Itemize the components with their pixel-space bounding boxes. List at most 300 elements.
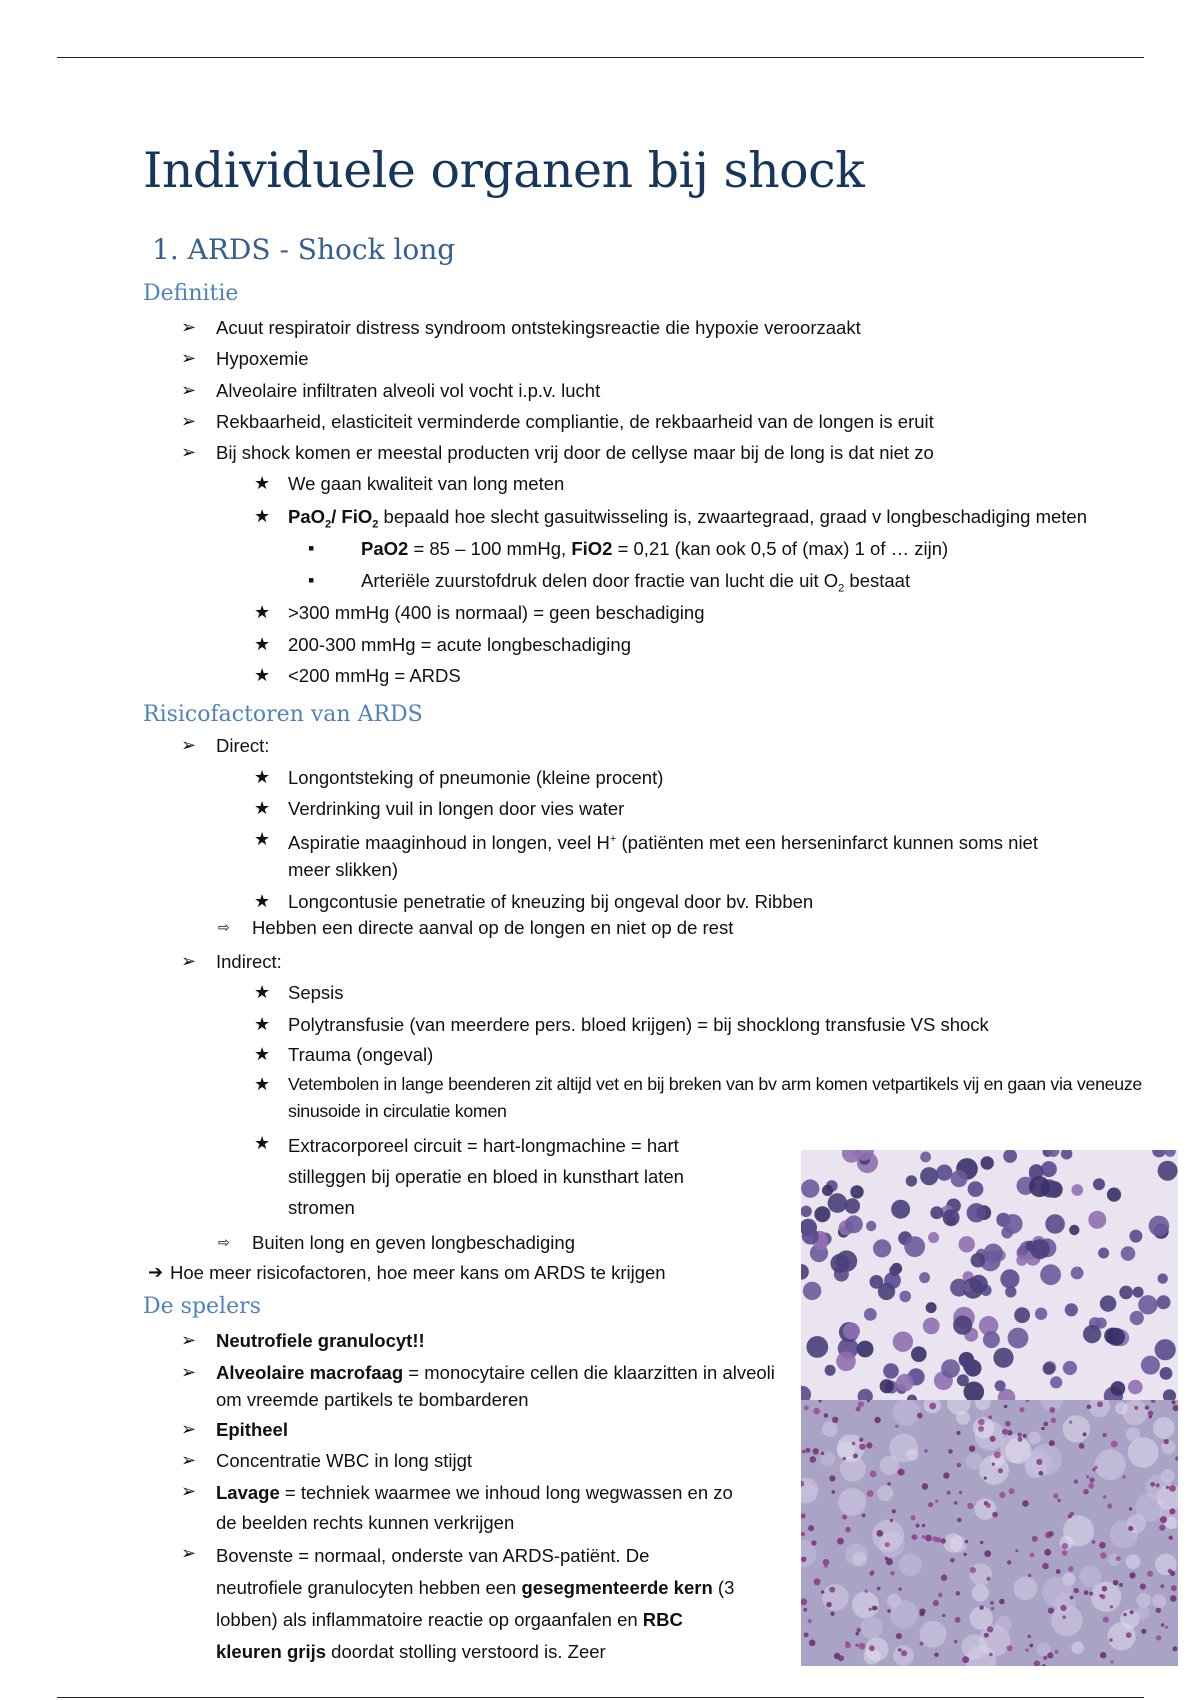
cell-mark xyxy=(806,1336,828,1358)
cell-mark xyxy=(957,1463,962,1468)
list-item: Hypoxemie xyxy=(216,348,309,369)
hollow-arrow-icon: ⇨ xyxy=(218,1234,230,1250)
cell-mark xyxy=(825,1365,836,1376)
cell-mark xyxy=(1110,1381,1125,1396)
cell-mark xyxy=(934,1653,938,1657)
cell-mark xyxy=(944,1533,963,1552)
list-item: Rekbaarheid, elasticiteit verminderde compliantie, de rekbaarheid van de longen is eruit xyxy=(216,411,934,432)
cell-mark xyxy=(968,1181,984,1197)
cell-mark xyxy=(1150,1482,1155,1487)
cell-mark xyxy=(1095,1449,1126,1480)
cell-mark xyxy=(1113,1580,1119,1586)
cell-mark xyxy=(1060,1605,1066,1611)
cell-mark xyxy=(1049,1440,1055,1446)
cell-mark xyxy=(887,1609,891,1613)
arrowhead-bullet-icon: ➢ xyxy=(181,1450,197,1470)
cell-mark xyxy=(995,1616,1012,1633)
cell-mark xyxy=(1110,1605,1113,1608)
cell-mark xyxy=(1129,1572,1135,1578)
square-bullet-icon: ▪ xyxy=(308,570,315,590)
cell-mark xyxy=(1035,1308,1047,1320)
arterial-subscript: 2 xyxy=(838,582,845,595)
cell-mark xyxy=(805,1448,810,1453)
cell-mark xyxy=(971,1253,986,1268)
cell-mark xyxy=(836,1352,856,1372)
cell-mark xyxy=(1108,1622,1136,1650)
pao2-item xyxy=(361,535,948,562)
cell-mark xyxy=(811,1540,816,1545)
arterial-tail: bestaat xyxy=(844,570,911,591)
cell-mark xyxy=(1003,1214,1023,1234)
bov-text-1: Bovenste = normaal, onderste van ARDS-patiënt. De neutrofiele granulocyten hebben een xyxy=(216,1545,650,1598)
cell-mark xyxy=(979,1606,983,1610)
pao-label: PaO xyxy=(288,506,326,527)
cell-mark xyxy=(1036,1459,1042,1465)
cell-mark xyxy=(1040,1264,1061,1285)
fio2-text: = 0,21 (kan ook 0,5 of (max) 1 of … zijn) xyxy=(612,538,949,559)
cell-mark xyxy=(889,1265,900,1276)
cell-mark xyxy=(1023,1434,1027,1438)
cell-mark xyxy=(899,1553,922,1576)
cell-mark xyxy=(880,1379,894,1393)
cell-mark xyxy=(813,1448,819,1454)
cell-mark xyxy=(989,1653,993,1657)
cell-mark xyxy=(1070,1596,1074,1600)
cell-mark xyxy=(843,1457,846,1460)
cell-mark xyxy=(1042,1563,1048,1569)
cell-mark xyxy=(984,1550,991,1557)
cell-mark xyxy=(956,1591,961,1596)
cell-mark xyxy=(1017,1433,1022,1438)
cell-mark xyxy=(970,1563,992,1585)
cell-mark xyxy=(1074,1588,1079,1593)
cell-mark xyxy=(1153,1417,1175,1439)
cell-mark xyxy=(1043,1362,1056,1375)
cell-mark xyxy=(1100,1552,1106,1558)
cell-mark xyxy=(986,1503,991,1508)
cell-mark xyxy=(980,1541,983,1544)
cell-mark xyxy=(826,1602,832,1608)
list-item: Trauma (ongeval) xyxy=(288,1044,434,1065)
cell-mark xyxy=(859,1444,865,1450)
cell-mark xyxy=(1005,1438,1031,1464)
cell-mark xyxy=(1071,1267,1084,1280)
cell-mark xyxy=(856,1407,861,1412)
cell-mark xyxy=(926,1302,937,1313)
cell-mark xyxy=(899,1291,911,1303)
cell-mark xyxy=(852,1442,855,1445)
arterial-text: Arteriële zuurstofdruk delen door fractie van lucht die uit O xyxy=(361,570,839,591)
cell-mark xyxy=(947,1491,951,1495)
list-item: Acuut respiratoir distress syndroom ontstekingsreactie die hypoxie veroorzaakt xyxy=(216,317,861,338)
normal-lavage-micrograph xyxy=(801,1150,1178,1400)
cell-mark xyxy=(901,1650,907,1656)
cell-mark xyxy=(1043,1422,1048,1427)
cell-mark xyxy=(1156,1635,1161,1640)
arrowhead-bullet-icon: ➢ xyxy=(181,1481,197,1501)
cell-mark xyxy=(856,1628,861,1633)
arrowhead-bullet-icon: ➢ xyxy=(181,735,197,755)
bovenste-item xyxy=(216,1540,736,1668)
cell-mark xyxy=(1101,1594,1106,1599)
list-item: Neutrofiele granulocyt!! xyxy=(216,1330,425,1351)
cell-mark xyxy=(1032,1536,1038,1542)
star-bullet-icon: ★ xyxy=(254,473,271,493)
cell-mark xyxy=(1015,1549,1018,1552)
indirect-label: Indirect: xyxy=(216,951,282,972)
cell-mark xyxy=(964,1553,967,1556)
cell-mark xyxy=(948,1449,953,1454)
cell-mark xyxy=(830,1612,834,1616)
macro-text: = monocytaire cellen die klaarzitten in alveoli om vreemde partikels te bombarderen xyxy=(216,1362,775,1410)
cell-mark xyxy=(1030,1444,1062,1476)
cell-mark xyxy=(899,1588,902,1591)
cell-mark xyxy=(1007,1645,1013,1651)
cell-mark xyxy=(1111,1441,1118,1448)
cell-mark xyxy=(941,1538,946,1543)
cell-mark xyxy=(890,1571,895,1576)
cell-mark xyxy=(864,1308,877,1321)
cell-mark xyxy=(1045,1214,1065,1234)
cell-mark xyxy=(1019,1407,1024,1412)
list-item: Longcontusie penetratie of kneuzing bij ongeval door bv. Ribben xyxy=(288,891,814,912)
cell-mark xyxy=(850,1185,863,1198)
cell-mark xyxy=(1122,1400,1147,1425)
cell-mark xyxy=(1164,1439,1169,1444)
cell-mark xyxy=(1161,1623,1165,1627)
cell-mark xyxy=(1062,1616,1065,1619)
cell-mark xyxy=(1172,1400,1176,1404)
cell-mark xyxy=(1129,1230,1142,1243)
cell-mark xyxy=(809,1640,816,1647)
cell-mark xyxy=(1014,1576,1038,1600)
cell-mark xyxy=(1000,1269,1019,1288)
cell-mark xyxy=(969,1445,975,1451)
pao-subscript: 2 xyxy=(325,518,332,531)
cell-mark xyxy=(1065,1303,1078,1316)
cell-mark xyxy=(1063,1515,1094,1546)
cell-mark xyxy=(892,1509,896,1513)
cell-mark xyxy=(956,1431,960,1435)
cell-mark xyxy=(1157,1295,1171,1309)
star-bullet-icon: ★ xyxy=(254,891,271,911)
section-heading: 1. ARDS - Shock long xyxy=(152,233,456,266)
cell-mark xyxy=(920,1621,947,1648)
cell-mark xyxy=(933,1600,939,1606)
list-item: Polytransfusie (van meerdere pers. bloed krijgen) = bij shocklong transfusie VS shock xyxy=(288,1014,989,1035)
cell-mark xyxy=(813,1408,820,1415)
cell-mark xyxy=(1027,1635,1031,1639)
cell-mark xyxy=(867,1490,874,1497)
cell-mark xyxy=(1008,1328,1029,1349)
cell-mark xyxy=(1109,1638,1113,1642)
list-item: Alveolaire infiltraten alveoli vol vocht i.p.v. lucht xyxy=(216,380,601,401)
cell-mark xyxy=(959,1236,975,1252)
bov-text-2: (3 lobben) als inflammatoire reactie op orgaanfalen en xyxy=(216,1577,735,1630)
cell-mark xyxy=(843,1323,860,1340)
arrowhead-bullet-icon: ➢ xyxy=(181,442,197,462)
square-bullet-icon: ▪ xyxy=(308,538,315,558)
fio-label: / FiO xyxy=(331,506,373,527)
arrowhead-bullet-icon: ➢ xyxy=(181,411,197,431)
cell-mark xyxy=(1083,1489,1089,1495)
cell-mark xyxy=(1130,1311,1144,1325)
star-bullet-icon: ★ xyxy=(254,798,271,818)
cell-mark xyxy=(925,1535,932,1542)
bov-text-3: doordat stolling verstoord is. Zeer xyxy=(326,1641,606,1662)
cell-mark xyxy=(1043,1656,1047,1660)
cell-mark xyxy=(804,1406,809,1411)
cell-mark xyxy=(1102,1433,1106,1437)
star-bullet-icon: ★ xyxy=(254,1014,271,1034)
cell-mark xyxy=(890,1519,893,1522)
cell-mark xyxy=(922,1483,929,1490)
cell-mark xyxy=(954,1640,958,1644)
cell-mark xyxy=(855,1632,858,1635)
cell-mark xyxy=(898,1648,902,1652)
cell-mark xyxy=(955,1617,961,1623)
star-bullet-icon: ★ xyxy=(254,506,271,526)
cell-mark xyxy=(950,1558,955,1563)
cell-mark xyxy=(824,1413,828,1417)
top-rule xyxy=(57,57,1144,58)
cell-mark xyxy=(970,1275,988,1293)
fio2-label: FiO2 xyxy=(571,538,613,559)
cell-mark xyxy=(992,1463,995,1466)
cell-mark xyxy=(872,1606,877,1611)
cell-mark xyxy=(814,1206,830,1222)
cell-mark xyxy=(1148,1411,1153,1416)
cell-mark xyxy=(1152,1594,1166,1608)
cell-mark xyxy=(1141,1629,1146,1634)
cell-mark xyxy=(1062,1543,1068,1549)
cell-mark xyxy=(1089,1477,1094,1482)
cell-mark xyxy=(1004,1405,1008,1409)
cell-mark xyxy=(1103,1495,1107,1499)
cell-mark xyxy=(957,1518,962,1523)
cell-mark xyxy=(1062,1550,1067,1555)
cell-mark xyxy=(957,1374,969,1386)
cell-mark xyxy=(1006,1430,1010,1434)
list-item: Verdrinking vuil in longen door vies water xyxy=(288,798,625,819)
cell-mark xyxy=(1170,1595,1177,1602)
cell-mark xyxy=(941,1359,960,1378)
list-item: Concentratie WBC in long stijgt xyxy=(216,1450,473,1471)
cell-mark xyxy=(1160,1516,1167,1523)
cell-mark xyxy=(1168,1569,1173,1574)
cell-mark xyxy=(1093,1178,1105,1190)
cell-mark xyxy=(895,1425,898,1428)
cell-mark xyxy=(1116,1556,1121,1561)
cell-mark xyxy=(916,1524,920,1528)
list-item: Vetembolen in lange beenderen zit altijd vet en bij breken van bv arm komen vetpartikels vij en gaan via veneuze sinusoide in circulatie komen xyxy=(288,1074,1143,1121)
cell-mark xyxy=(869,1572,873,1576)
arterial-item xyxy=(361,567,910,603)
cell-mark xyxy=(954,1501,958,1505)
cell-mark xyxy=(889,1434,918,1463)
cell-mark xyxy=(869,1645,875,1651)
fio-subscript: 2 xyxy=(372,518,379,531)
cell-mark xyxy=(874,1417,880,1423)
list-item: Bij shock komen er meestal producten vrij door de cellyse maar bij de long is dat niet zo xyxy=(216,442,934,463)
arrowhead-bullet-icon: ➢ xyxy=(181,1362,197,1382)
cell-mark xyxy=(1099,1542,1106,1549)
cell-mark xyxy=(1005,1421,1011,1427)
cell-mark xyxy=(1048,1608,1054,1614)
cell-mark xyxy=(1028,1574,1031,1577)
cell-mark xyxy=(830,1254,849,1273)
cell-mark xyxy=(1107,1188,1121,1202)
cell-mark xyxy=(962,1634,987,1659)
cell-mark xyxy=(923,1318,940,1335)
cell-mark xyxy=(1092,1468,1095,1471)
cell-mark xyxy=(887,1482,891,1486)
cell-mark xyxy=(1165,1626,1168,1629)
cell-mark xyxy=(1136,1593,1151,1608)
cell-mark xyxy=(1138,1295,1157,1314)
page-title: Individuele organen bij shock xyxy=(143,142,865,199)
cell-mark xyxy=(912,1534,918,1540)
cell-mark xyxy=(922,1535,925,1538)
cell-mark xyxy=(832,1417,838,1423)
cell-mark xyxy=(1169,1508,1175,1514)
cell-mark xyxy=(883,1363,899,1379)
cell-mark xyxy=(869,1608,872,1611)
cell-mark xyxy=(922,1524,926,1528)
cell-mark xyxy=(987,1626,993,1632)
cell-mark xyxy=(1068,1566,1073,1571)
cell-mark xyxy=(857,1341,874,1358)
star-bullet-icon: ★ xyxy=(254,1074,271,1094)
cell-mark xyxy=(1050,1376,1062,1388)
cell-mark xyxy=(1083,1325,1101,1343)
cell-mark xyxy=(1088,1211,1106,1229)
cell-mark xyxy=(1128,1526,1133,1531)
cell-mark xyxy=(920,1167,938,1185)
macro-label: Alveolaire macrofaag xyxy=(216,1362,404,1383)
star-bullet-icon: ★ xyxy=(254,1133,271,1153)
cell-mark xyxy=(967,1503,973,1509)
cell-mark xyxy=(995,1380,1006,1391)
cell-mark xyxy=(852,1591,879,1618)
cell-mark xyxy=(1119,1583,1123,1587)
lavage-item xyxy=(216,1478,746,1538)
cell-mark xyxy=(936,1165,952,1181)
star-bullet-icon: ★ xyxy=(254,665,271,685)
ards-lavage-micrograph xyxy=(801,1400,1178,1666)
cell-mark xyxy=(1063,1361,1077,1375)
cell-mark xyxy=(1100,1295,1116,1311)
cell-mark xyxy=(990,1436,996,1442)
cell-mark xyxy=(1147,1571,1153,1577)
cell-mark xyxy=(1156,1483,1160,1487)
cell-mark xyxy=(832,1490,836,1494)
cell-mark xyxy=(919,1272,930,1283)
arrowhead-bullet-icon: ➢ xyxy=(181,1330,197,1350)
list-item: We gaan kwaliteit van long meten xyxy=(288,473,565,494)
bottom-rule xyxy=(57,1697,1144,1698)
cell-mark xyxy=(802,1228,819,1245)
cell-mark xyxy=(965,1540,969,1544)
cell-mark xyxy=(1172,1646,1177,1651)
arrowhead-bullet-icon: ➢ xyxy=(181,380,197,400)
arrowhead-bullet-icon: ➢ xyxy=(181,317,197,337)
cell-mark xyxy=(845,1215,863,1233)
cell-mark xyxy=(938,1593,943,1598)
cell-mark xyxy=(999,1599,1005,1605)
cell-mark xyxy=(970,1567,976,1573)
cell-mark xyxy=(877,1587,881,1591)
cell-mark xyxy=(1115,1402,1128,1415)
cell-mark xyxy=(981,1156,994,1169)
cell-mark xyxy=(978,1426,984,1432)
cell-mark xyxy=(845,1641,849,1645)
cell-mark xyxy=(1029,1644,1033,1648)
cell-mark xyxy=(942,1614,945,1617)
cell-mark xyxy=(1133,1287,1144,1298)
direct-label: Direct: xyxy=(216,735,270,756)
definitie-heading: Definitie xyxy=(143,281,239,306)
cell-mark xyxy=(821,1452,825,1456)
cell-mark xyxy=(1063,1415,1090,1442)
cell-mark xyxy=(967,1203,986,1222)
cell-mark xyxy=(1169,1536,1173,1540)
cell-mark xyxy=(1087,1405,1092,1410)
cell-mark xyxy=(853,1552,867,1566)
cell-mark xyxy=(928,1232,939,1243)
cell-mark xyxy=(896,1374,914,1392)
cell-mark xyxy=(1122,1475,1125,1478)
cell-mark xyxy=(1007,1560,1011,1564)
cell-mark xyxy=(1158,1161,1178,1181)
cell-mark xyxy=(910,1515,915,1520)
aspiratie-superscript: + xyxy=(609,833,617,845)
cell-mark xyxy=(1097,1401,1103,1407)
cell-mark xyxy=(1028,1432,1041,1445)
cell-mark xyxy=(1169,1485,1176,1492)
cell-mark xyxy=(865,1637,889,1661)
cell-mark xyxy=(951,1170,968,1187)
cell-mark xyxy=(804,1632,809,1637)
cell-mark xyxy=(1083,1432,1087,1436)
cell-mark xyxy=(1107,1328,1125,1346)
cell-mark xyxy=(842,1515,847,1520)
cell-mark xyxy=(1121,1246,1136,1261)
cell-mark xyxy=(855,1644,858,1647)
cell-mark xyxy=(988,1415,992,1419)
arrowhead-bullet-icon: ➢ xyxy=(181,951,197,971)
list-item: Sepsis xyxy=(288,982,344,1003)
cell-mark xyxy=(808,1619,812,1623)
threshold-item: <200 mmHg = ARDS xyxy=(288,665,461,686)
cell-mark xyxy=(1029,1176,1050,1197)
cell-mark xyxy=(962,1656,969,1663)
cell-mark xyxy=(1156,1608,1161,1613)
cell-mark xyxy=(1166,1486,1169,1489)
cell-mark xyxy=(929,1403,936,1410)
cell-mark xyxy=(936,1537,942,1543)
cell-mark xyxy=(822,1584,849,1611)
star-bullet-icon: ★ xyxy=(254,767,271,787)
cell-mark xyxy=(1079,1443,1085,1449)
cell-mark xyxy=(1158,1273,1168,1283)
cell-mark xyxy=(994,1451,1001,1458)
cell-mark xyxy=(1119,1286,1133,1300)
cell-mark xyxy=(1030,1553,1035,1558)
cell-mark xyxy=(1140,1584,1146,1590)
cell-mark xyxy=(984,1477,987,1480)
cell-mark xyxy=(1126,1427,1140,1441)
